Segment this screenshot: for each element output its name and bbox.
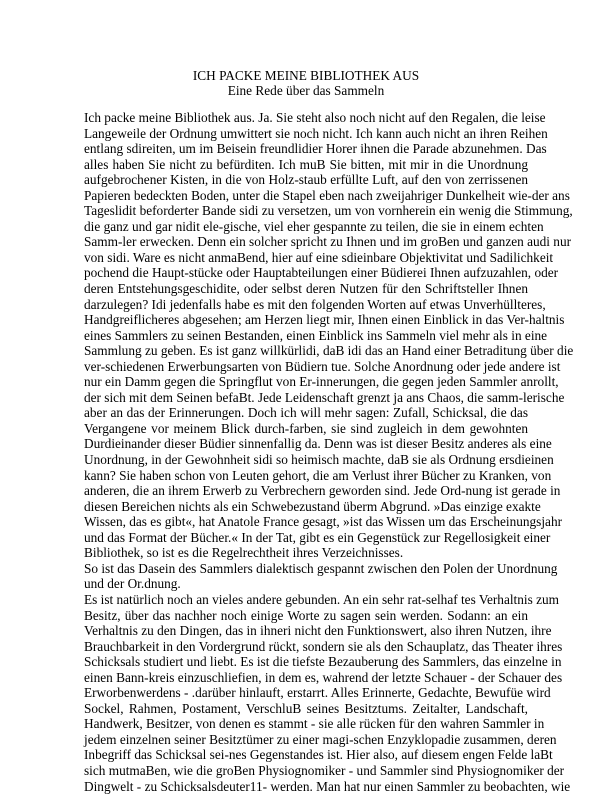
document-body xyxy=(84,110,574,794)
text-line: Ich packe meine Bibliothek aus. Ja. Sie steht also noch nicht auf den Regalen, die leise xyxy=(84,110,546,125)
text-line: Schicksals studiert und liebt. Es ist die tiefste Bezauberung des Sammlers, das einzelne in xyxy=(84,654,562,670)
text-line: Vergangene vor meinem Blick durch-farben, sie sind zugleich in dem gewohnten xyxy=(84,420,528,436)
text-line: die ganz und gar nidit ele-gische, viel eher gespannte zu teilen, die sie in einem echten xyxy=(84,218,544,234)
text-line: Handgreiflicheres abgesehen; am Herzen liegt mir, Ihnen einen Einblick in das Ver-haltnis xyxy=(84,312,565,328)
text-line: Inbegriff das Schicksal sei-nes Gegenstandes ist. Hier also, auf diesem engen Felde laBt xyxy=(84,747,553,763)
text-line: sich mutmaBen, wie die groBen Physiognomiker - und Sammler sind Physiognomiker der xyxy=(84,762,565,778)
text-line: alles haben Sie nicht zu befürditen. Ich muB Sie bitten, mit mir in die Unordnung xyxy=(84,156,528,172)
text-line: diesen Bereichen nichts als ein Schwebezustand überm Abgrund. »Das einzige exakte xyxy=(84,498,541,514)
text-line: eines Sammlers zu seinen Bestanden, einen Einblick ins Sammeln viel mehr als in eine xyxy=(84,327,548,343)
text-line: Sammlung zu geben. Es ist ganz willkürlidi, daB idi das an Hand einer Betraditung über die xyxy=(84,343,574,359)
text-line: Bibliothek, so ist es die Regelrechtheit ihres Verzeichnisses. xyxy=(84,545,404,561)
document-subtitle: Eine Rede über das Sammeln xyxy=(227,83,385,98)
paragraph xyxy=(84,591,571,794)
text-line: Durdieinander dieser Büdier sinnenfallig da. Denn was ist dieser Besitz anderes als eine xyxy=(84,436,552,452)
text-line: entlang sdireiten, um im Beisein freundlidier Horer ihnen die Parade abzunehmen. Das xyxy=(84,141,547,157)
text-line: Unordnung, in der Gewohnheit sidi so heimisch machte, daB sie als Ordnung ersdieinen xyxy=(84,452,554,468)
text-line: Sockel, Rahmen, Postament, VerschluB seines Besitztums. Zeitalter, Landschaft, xyxy=(84,700,528,716)
text-line: Dingwelt - zu Schicksalsdeuter11- werden. Man hat nur einen Sammler zu beobachten, wie xyxy=(84,778,571,794)
text-line: So ist das Dasein des Sammlers dialektisch gespannt zwischen den Polen der Unordnung xyxy=(84,560,558,576)
text-line: und das Format der Bücher.« In der Tat, gibt es ein Gegenstück zur Regellosigkeit einer xyxy=(84,529,551,545)
text-line: Es ist natürlich noch an vieles andere gebunden. An ein sehr rat-selhaf tes Verhaltnis zum xyxy=(84,591,559,607)
text-line: Papieren bedeckten Boden, unter die Stapel eben nach zweijahriger Dunkelheit wie-der ans xyxy=(84,187,570,203)
text-line: Tageslidit beforderter Bande sidi zu versetzen, um von vornherein ein wenig die Stimmung, xyxy=(84,203,573,219)
text-line: aufgebrochener Kisten, in die von Holz-staub erfüllte Luft, auf den von zerrissenen xyxy=(84,172,528,188)
text-line: Brauchbarkeit in den Vordergrund rückt, sondern sie als den Schauplatz, das Theater ihres xyxy=(84,638,563,654)
text-line: aber an das der Erinnerungen. Doch ich will mehr sagen: Zufall, Schicksal, die das xyxy=(84,405,528,421)
text-line: jedem einzelnen seiner Besitztümer zu einer magi-schen Enzyklopadie zusammen, deren xyxy=(84,731,557,747)
text-line: Verhaltnis zu den Dingen, das in ihneri nicht den Funktionswert, also ihren Nutzen, ihre xyxy=(84,623,552,639)
text-line: der sich mit dem Seinen befaBt. Jede Leidenschaft grenzt ja ans Chaos, die samm-lerische xyxy=(84,389,565,405)
paragraph xyxy=(84,110,574,561)
text-line: Handwerk, Besitzer, von denen es stammt - sie alle rücken für den wahren Sammler in xyxy=(84,716,545,732)
text-line: Langeweile der Ordnung umwittert sie noch nicht. Ich kann auch nicht an ihren Reihen xyxy=(84,125,548,141)
text-line: ver-schiedenen Erwerbungsarten von Büdiern tue. Solche Anordnung oder jede andere ist xyxy=(84,358,561,374)
text-line: darzulegen? Idi jedenfalls habe es mit den folgenden Worten auf etwas Unverhüllteres, xyxy=(84,296,546,312)
text-line: Erworbenwerdens - .darüber hinlauft, erstarrt. Alles Erinnerte, Gedachte, Bewufüe wird xyxy=(84,685,551,701)
text-line: pochend die Haupt-stücke oder Hauptabteilungen einer Büdierei Ihnen aufzuzahlen, oder xyxy=(84,265,559,281)
text-line: von sidi. Ware es nicht anmaBend, hier auf eine sdieinbare Objektivitat und Sadilichkeit xyxy=(84,249,554,265)
text-line: Besitz, über das nachher noch einige Worte zu sagen sein werden. Sodann: an ein xyxy=(84,607,528,623)
text-line: deren Entstehungsgeschidite, oder selbst deren Nutzen für den Schriftsteller Ihnen xyxy=(84,281,528,297)
text-line: Samm-ler erwecken. Denn ein solcher spricht zu Ihnen und im groBen und ganzen audi nur xyxy=(84,234,572,250)
text-line: anderen, die an ihrem Erwerb zu Verbrechern geworden sind. Jede Ord-nung ist gerade in xyxy=(84,483,561,499)
text-line: kann? Sie haben schon von Leuten gehort, die am Verlust ihrer Bücher zu Kranken, von xyxy=(84,467,552,483)
document-title: ICH PACKE MEINE BIBLIOTHEK AUS xyxy=(192,68,420,83)
text-line: Wissen, das es gibt«, hat Anatole France gesagt, »ist das Wissen um das Erscheinungsjahr xyxy=(84,514,563,530)
paragraph xyxy=(84,560,558,592)
text-line: einen Bann-kreis einzuschliefien, in dem es, wahrend der letzte Schauer - der Schauer des xyxy=(84,669,563,685)
text-line: und der Or.dnung. xyxy=(84,576,181,592)
text-line: nur ein Damm gegen die Springflut von Er-innerungen, die gegen jeden Sammler anrollt, xyxy=(84,374,559,390)
